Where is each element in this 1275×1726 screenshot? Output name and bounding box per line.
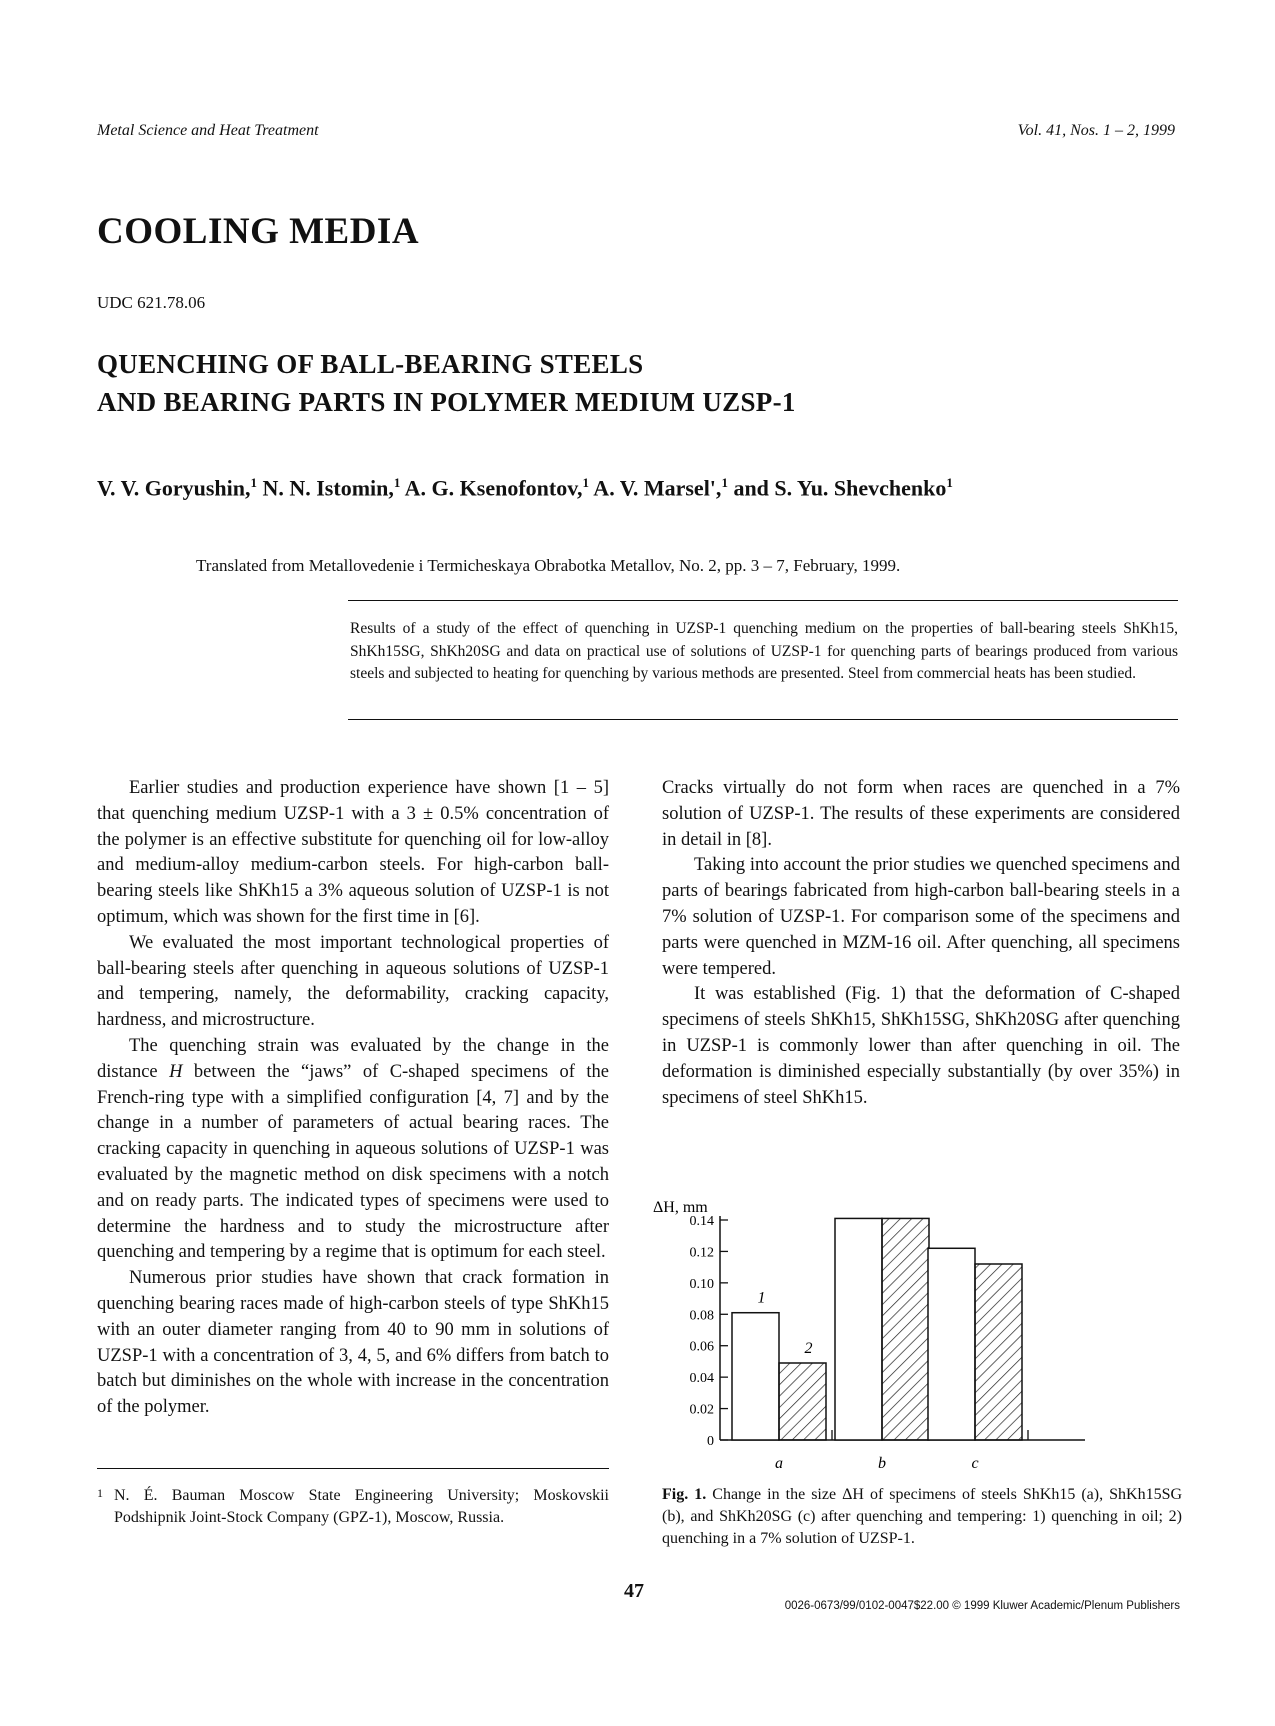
y-tick-label: 0.02 [689, 1402, 714, 1418]
series-label: 1 [757, 1289, 766, 1307]
affiliation-mark: 1 [250, 475, 257, 490]
y-tick-label: 0.06 [689, 1339, 714, 1355]
caption-text: Change in the size ΔH of specimens of steels ShKh15 (a), ShKh15SG (b), and ShKh20SG (c) after quenching and tempering: 1) quenching in oil; 2) quenching in a 7% solution of UZSP-1. [662, 1486, 1183, 1547]
author-name: V. V. Goryushin, [97, 475, 251, 501]
author-name: and S. Yu. Shevchenko [727, 475, 947, 501]
y-tick-label: 0.12 [689, 1245, 714, 1261]
udc-code: UDC 621.78.06 [97, 293, 206, 312]
footnote-mark: 1 [97, 1486, 103, 1500]
paragraph: Earlier studies and production experience have shown [1 – 5] that quenching medium UZSP-1 with a 3 ± 0.5% concentration of the polymer is an effective substitute for quenching oil for low-alloy and medium-alloy medium-carbon steels. For high-carbon ball-bearing steels like ShKh15 a 3% aqueous solution of UZSP-1 is not optimum, which was shown for the first time in [6]. [97, 778, 609, 927]
right-column [662, 776, 1180, 1111]
y-tick-label: 0.14 [689, 1214, 714, 1229]
x-category-label: b [878, 1455, 886, 1468]
paragraph-text: The quenching strain was evaluated by the change in the distance [97, 1035, 609, 1082]
affiliation-mark: 1 [582, 475, 590, 490]
abstract: Results of a study of the effect of quenching in UZSP-1 quenching medium on the properties of ball-bearing steels ShKh15, ShKh15SG, ShKh20SG and data on practical use of solutions of UZSP-1 for quenching parts of bearings produced from various steels and subjected to heating for quenching by various methods are presented. Steel from commercial heats has been studied. [350, 620, 1178, 682]
figure-1-chart [645, 1168, 1105, 1468]
caption-label: Fig. 1. [662, 1486, 707, 1503]
footnote [97, 1485, 609, 1529]
author-name: N. N. Istomin, [256, 475, 394, 501]
journal-name: Metal Science and Heat Treatment [97, 122, 319, 139]
volume-info: Vol. 41, Nos. 1 – 2, 1999 [1017, 122, 1175, 139]
paragraph: Numerous prior studies have shown that crack formation in quenching bearing races made of high-carbon steels of type ShKh15 with an outer diameter ranging from 40 to 90 mm in solutions of UZSP-1 with a concentration of 3, 4, 5, and 6% differs from batch to batch but diminishes on the whole with increase in the concentration of the polymer. [97, 1268, 609, 1418]
title-line-2: AND BEARING PARTS IN POLYMER MEDIUM UZSP-1 [97, 387, 796, 417]
figure-caption [662, 1484, 1182, 1550]
y-tick-label: 0 [707, 1434, 714, 1449]
article-title [97, 345, 796, 421]
series-label: 2 [804, 1340, 813, 1357]
bar-a-series-2 [779, 1363, 826, 1440]
bar-a-series-1 [732, 1313, 779, 1440]
left-column [97, 776, 609, 1421]
author-name: A. V. Marsel', [589, 475, 722, 501]
abstract-bottom-rule [348, 719, 1178, 720]
author-name: A. G. Ksenofontov, [400, 475, 583, 501]
affiliation-mark: 1 [946, 475, 953, 490]
paragraph: It was established (Fig. 1) that the deformation of C-shaped specimens of steels ShKh15, ShKh15SG, ShKh20SG after quenching in UZSP-1 is commonly lower than after quenching in oil. The deformation is diminished especially substantially (by over 35%) in specimens of steel ShKh15. [662, 984, 1180, 1108]
translation-note: Translated from Metallovedenie i Termicheskaya Obrabotka Metallov, No. 2, pp. 3 – 7, February, 1999. [196, 556, 901, 575]
copyright-line: 0026-0673/99/0102-0047$22.00 © 1999 Kluwer Academic/Plenum Publishers [784, 1600, 1180, 1612]
y-tick-label: 0.08 [689, 1308, 714, 1324]
bar-b-series-2 [882, 1218, 929, 1440]
paragraph: We evaluated the most important technological properties of ball-bearing steels after quenching in aqueous solutions of UZSP-1 and tempering, namely, the deformability, cracking capacity, hardness, and microstructure. [97, 932, 609, 1031]
paragraph-text: between the “jaws” of C-shaped specimens of the French-ring type with a simplified configuration [4, 7] and by the change in a number of parameters of actual bearing races. The cracking capacity in quenching in aqueous solutions of UZSP-1 was evaluated by the magnetic method on disk specimens with a notch and on ready parts. The indicated types of specimens were used to determine the hardness and to study the microstructure after quenching and tempering by a regime that is optimum for each steel. [97, 1061, 609, 1263]
title-line-1: QUENCHING OF BALL-BEARING STEELS [97, 349, 644, 379]
footnote-text: N. É. Bauman Moscow State Engineering University; Moskovskii Podshipnik Joint-Stock Company (GPZ-1), Moscow, Russia. [114, 1487, 609, 1526]
x-category-label: a [775, 1455, 783, 1468]
abstract-top-rule [348, 600, 1178, 601]
page-number: 47 [624, 1580, 644, 1602]
x-category-label: c [971, 1455, 979, 1468]
affiliation-mark: 1 [393, 475, 401, 490]
symbol-h: H [169, 1061, 183, 1082]
bar-c-series-1 [928, 1248, 975, 1440]
y-axis-label: ΔH, mm [653, 1199, 708, 1216]
paragraph: Cracks virtually do not form when races are quenched in a 7% solution of UZSP-1. The results of these experiments are considered in detail in [8]. [662, 778, 1180, 850]
paragraph: Taking into account the prior studies we quenched specimens and parts of bearings fabricated from high-carbon ball-bearing steels in a 7% solution of UZSP-1. For comparison some of the specimens and parts were quenched in MZM-16 oil. After quenching, all specimens were tempered. [662, 855, 1180, 979]
y-tick-label: 0.10 [689, 1276, 714, 1292]
footnote-rule [97, 1468, 609, 1469]
section-title: COOLING MEDIA [97, 211, 420, 252]
paragraph [97, 1034, 609, 1266]
affiliation-mark: 1 [721, 475, 728, 490]
bar-b-series-1 [835, 1218, 882, 1440]
author-list [97, 475, 953, 501]
bar-c-series-2 [975, 1264, 1022, 1440]
y-tick-label: 0.04 [689, 1371, 714, 1387]
